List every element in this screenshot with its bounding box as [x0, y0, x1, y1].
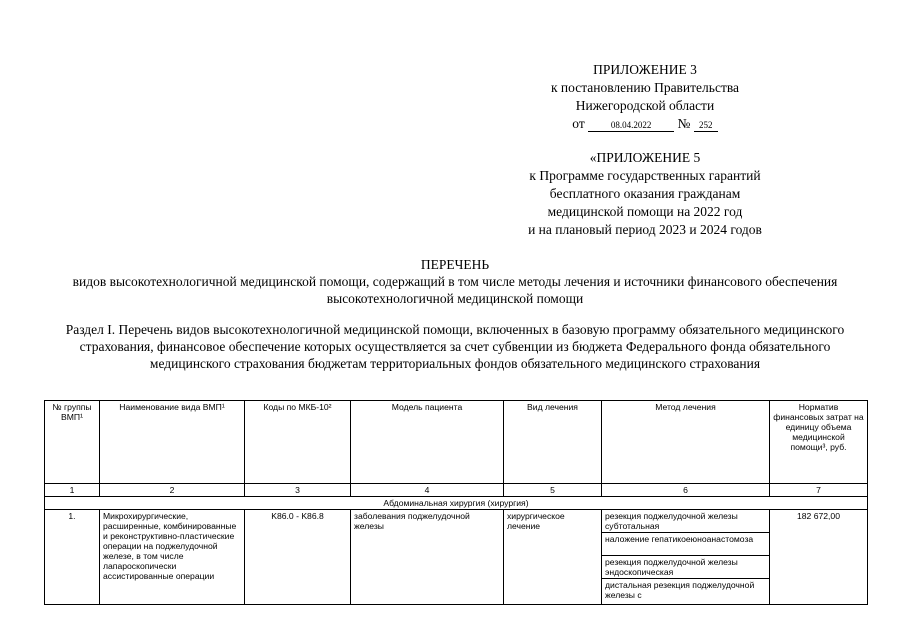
header-patient-model: Модель пациента	[351, 401, 504, 484]
row-icd-codes: K86.0 - K86.8	[245, 510, 351, 605]
header-vmp-name: Наименование вида ВМП¹	[100, 401, 245, 484]
method-item: дистальная резекция поджелудочной железы с	[605, 580, 755, 600]
perechen-subtitle: видов высокотехнологичной медицинской помощи, содержащий в том числе методы лечения и источники финансового обеспечения высокотехнологичной медицинской помощи	[72, 274, 838, 306]
appendix-3-line2: Нижегородской области	[575, 98, 715, 113]
appendix-3-header	[520, 61, 770, 133]
section-abdominal-surgery: Абдоминальная хирургия (хирургия)	[45, 497, 868, 510]
row-treatment-type: хирургическое лечение	[504, 510, 602, 605]
column-number-row	[45, 484, 868, 497]
decree-number: 252	[694, 120, 718, 132]
header-icd-codes: Коды по МКБ-10²	[245, 401, 351, 484]
column-number: 4	[351, 484, 504, 497]
row-methods	[602, 510, 770, 605]
vmp-table	[44, 400, 868, 605]
column-number: 1	[45, 484, 100, 497]
table-row	[45, 510, 868, 605]
appendix-5-line3: медицинской помощи на 2022 год	[547, 204, 743, 219]
header-treatment-type: Вид лечения	[504, 401, 602, 484]
header-group-number: № группы ВМП¹	[45, 401, 100, 484]
method-item: резекция поджелудочной железы эндоскопическая	[602, 556, 769, 579]
document-title	[40, 256, 870, 307]
method-item: резекция поджелудочной железы субтотальная	[602, 510, 769, 533]
date-prefix: от	[572, 116, 585, 131]
appendix-5-header	[500, 149, 790, 239]
table-header-row	[45, 401, 868, 484]
section-1-heading	[55, 321, 855, 372]
column-number: 3	[245, 484, 351, 497]
appendix-3-title: ПРИЛОЖЕНИЕ 3	[593, 62, 697, 77]
decree-date: 08.04.2022	[588, 120, 674, 132]
decree-date-line	[572, 115, 718, 133]
column-number: 6	[602, 484, 770, 497]
appendix-5-title: «ПРИЛОЖЕНИЕ 5	[589, 150, 701, 165]
header-cost-norm: Норматив финансовых затрат на единицу объема медицинской помощи³, руб.	[770, 401, 868, 484]
row-cost-norm: 182 672,00	[770, 510, 868, 605]
appendix-5-line2: бесплатного оказания гражданам	[549, 186, 741, 201]
column-number: 2	[100, 484, 245, 497]
column-number: 5	[504, 484, 602, 497]
appendix-5-line4: и на плановый период 2023 и 2024 годов	[528, 222, 762, 237]
method-item: наложение гепатикоеюноанастомоза	[602, 533, 769, 556]
row-group-number: 1.	[45, 510, 100, 605]
appendix-5-line1: к Программе государственных гарантий	[529, 168, 761, 183]
header-treatment-method: Метод лечения	[602, 401, 770, 484]
number-prefix: №	[677, 116, 691, 131]
appendix-3-line1: к постановлению Правительства	[550, 80, 740, 95]
section-1-text: Раздел I. Перечень видов высокотехнологичной медицинской помощи, включенных в базовую программу обязательного медицинского страхования, финансовое обеспечение которых осуществляется за счет субвенции из бюджета Федерального фонда обязательного медицинского страхования бюджетам территориальных фондов обязательного медицинского страхования	[65, 322, 845, 371]
row-vmp-name: Микрохирургические, расширенные, комбинированные и реконструктивно-пластические операции на поджелудочной железе, в том числе лапароскопически ассистированные операции	[100, 510, 245, 605]
table-section-row	[45, 497, 868, 510]
column-number: 7	[770, 484, 868, 497]
perechen-heading: ПЕРЕЧЕНЬ	[420, 257, 490, 272]
row-patient-model: заболевания поджелудочной железы	[351, 510, 504, 605]
